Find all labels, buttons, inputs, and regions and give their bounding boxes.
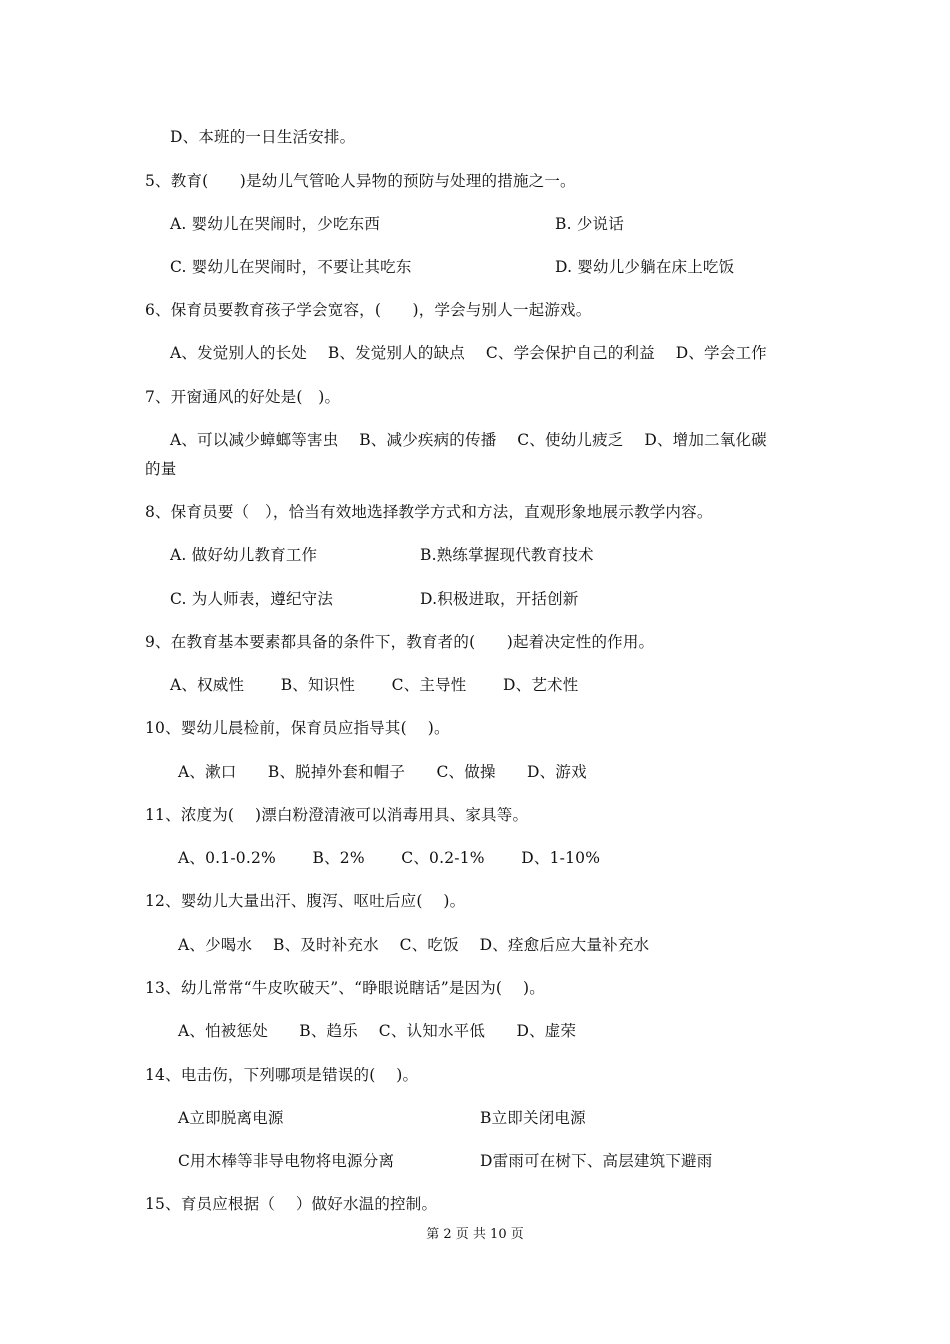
question-8-option-b: B.熟练掌握现代教育技术: [420, 546, 594, 564]
question-7-options: A、可以减少蟑螂等害虫 B、减少疾病的传播 C、使幼儿疲乏 D、增加二氧化碳: [170, 431, 767, 449]
question-5-stem: 5、教育( )是幼儿气管呛人异物的预防与处理的措施之一。: [145, 172, 576, 190]
question-5-option-c: C. 婴幼儿在哭闹时，不要让其吃东: [170, 258, 412, 276]
question-7-options-continued: 的量: [145, 460, 177, 478]
question-5-option-d: D. 婴幼儿少躺在床上吃饭: [555, 258, 735, 276]
question-14-option-d: D雷雨可在树下、高层建筑下避雨: [480, 1152, 713, 1170]
question-8-option-a: A. 做好幼儿教育工作: [170, 546, 318, 564]
question-14-option-a: A立即脱离电源: [178, 1109, 284, 1127]
question-10-options: A、漱口 B、脱掉外套和帽子 C、做操 D、游戏: [178, 763, 587, 781]
question-8-option-d: D.积极进取，开括创新: [420, 590, 579, 608]
page-number-footer: 第 2 页 共 10 页: [426, 1227, 524, 1242]
question-13-stem: 13、幼儿常常“牛皮吹破天”、“睁眼说瞎话”是因为( )。: [145, 979, 545, 997]
question-6-stem: 6、保育员要教育孩子学会宽容，( )，学会与别人一起游戏。: [145, 301, 592, 319]
question-15-stem: 15、育员应根据（ ）做好水温的控制。: [145, 1195, 438, 1213]
question-8-option-c: C. 为人师表，遵纪守法: [170, 590, 334, 608]
question-14-stem: 14、电击伤，下列哪项是错误的( )。: [145, 1066, 419, 1084]
question-12-options: A、少喝水 B、及时补充水 C、吃饭 D、痊愈后应大量补充水: [178, 936, 650, 954]
question-7-stem: 7、开窗通风的好处是( )。: [145, 388, 341, 406]
question-12-stem: 12、婴幼儿大量出汗、腹泻、呕吐后应( )。: [145, 892, 466, 910]
question-13-options: A、怕被惩处 B、趋乐 C、认知水平低 D、虚荣: [178, 1022, 577, 1040]
question-6-options: A、发觉别人的长处 B、发觉别人的缺点 C、学会保护自己的利益 D、学会工作: [170, 344, 767, 362]
question-14-option-c: C用木棒等非导电物将电源分离: [178, 1152, 395, 1170]
question-11-options: A、0.1-0.2% B、2% C、0.2-1% D、1-10%: [178, 849, 601, 867]
question-11-stem: 11、浓度为( )漂白粉澄清液可以消毒用具、家具等。: [145, 806, 529, 824]
question-14-option-b: B立即关闭电源: [480, 1109, 586, 1127]
question-5-option-a: A. 婴幼儿在哭闹时，少吃东西: [170, 215, 381, 233]
question-8-stem: 8、保育员要（ ），恰当有效地选择教学方式和方法，直观形象地展示教学内容。: [145, 503, 713, 521]
question-10-stem: 10、婴幼儿晨检前，保育员应指导其( )。: [145, 719, 450, 737]
question-9-stem: 9、在教育基本要素都具备的条件下，教育者的( )起着决定性的作用。: [145, 633, 655, 651]
question-4-option-d: D、本班的一日生活安排。: [170, 128, 356, 146]
question-9-options: A、权威性 B、知识性 C、主导性 D、艺术性: [170, 676, 579, 694]
question-5-option-b: B. 少说话: [555, 215, 624, 233]
